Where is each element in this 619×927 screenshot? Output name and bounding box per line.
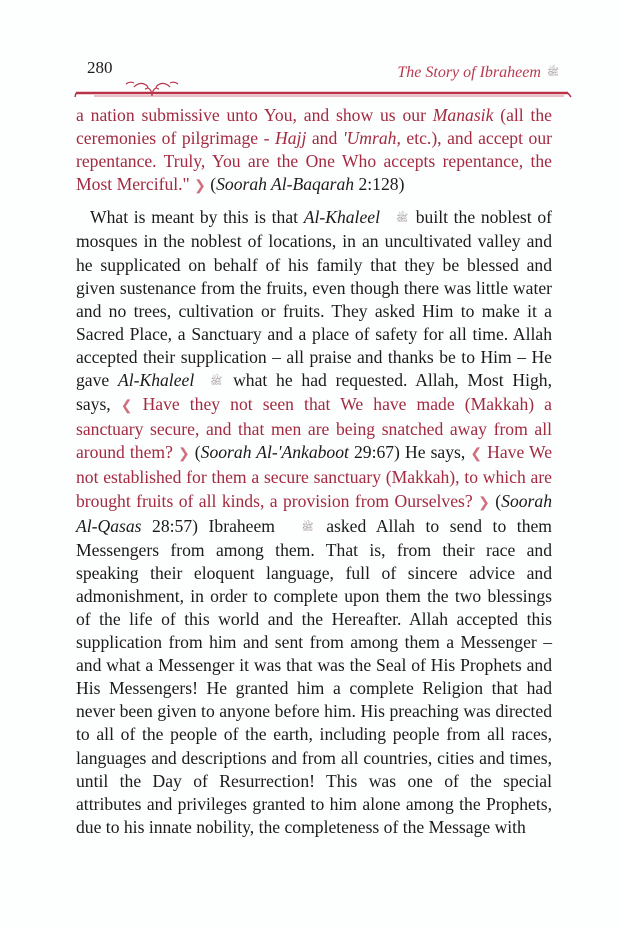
citation-surah: Soorah Al-'Ankaboot	[200, 442, 349, 463]
honorific-icon: ﷺ	[210, 376, 223, 388]
quran-quote-continuation	[76, 104, 552, 198]
text-span: What is meant by this is that	[90, 207, 304, 228]
term-al-khaleel: Al-Khaleel	[303, 207, 380, 228]
honorific-icon: ﷺ	[546, 67, 559, 78]
citation-surah: Soorah Al-Qasas	[76, 490, 552, 536]
text-span: a nation submissive unto You, and show us our	[76, 105, 433, 125]
text-span: (	[489, 490, 502, 511]
header-ornament-rule	[74, 78, 572, 98]
term-al-khaleel: Al-Khaleel	[117, 370, 195, 391]
text-span: what he had requested. Allah, Most High, says,	[76, 370, 552, 415]
quran-close-bracket-icon: ❯	[478, 495, 490, 511]
quran-open-bracket-icon: ❮	[120, 399, 133, 415]
honorific-icon: ﷺ	[395, 213, 409, 225]
text-span: etc.), and accept our repentance. Truly, You are the One Who accepts repentance, the Most Merciful."	[76, 128, 552, 195]
text-span: built the noblest of mosques in the noblest of locations, in an uncultivated valley and he supplicated on behalf of his family that they be blessed and given sustenance from the fruits, even though there was little water and no trees, cultivation or fruits. They asked Him to make it a Sacred Place, a Sanctuary and a place of safety for all time. Allah accepted their supplication – all praise and thanks be to Him – He gave	[76, 207, 553, 391]
term-manasik: Manasik	[432, 105, 494, 125]
citation-ref: 29:67) He says,	[348, 442, 471, 463]
body-paragraph	[76, 206, 552, 839]
ornament-end-right	[568, 93, 571, 97]
honorific-icon: ﷺ	[301, 521, 314, 533]
term-hajj: Hajj	[275, 128, 307, 149]
text-span: (	[205, 174, 217, 195]
quran-open-bracket-icon: ❮	[470, 447, 483, 463]
ornament-end-left	[75, 93, 76, 97]
page-body	[76, 104, 552, 839]
citation-ref: 2:128)	[354, 174, 405, 195]
quran-close-bracket-icon: ❯	[177, 447, 190, 463]
running-head-title: The Story of Ibraheem	[397, 64, 541, 81]
citation-ref: 28:57) Ibraheem	[141, 515, 286, 536]
text-span: and	[306, 128, 343, 149]
citation-surah: Soorah Al-Baqarah	[216, 174, 355, 195]
quran-quote: Have they not seen that We have made (Makkah) a sanctuary secure, and that men are being snatched away from all around them?	[76, 394, 552, 463]
quran-quote: Have We not established for them a secure sanctuary (Makkah), to which are brought fruits of all kinds, a provision from Ourselves?	[76, 442, 552, 511]
page-number: 280	[87, 58, 113, 77]
citation	[206, 174, 405, 194]
text-span: (all the ceremonies of pilgrimage -	[76, 105, 552, 149]
text-span: (	[189, 442, 201, 463]
quran-close-bracket-icon: ❯	[194, 179, 206, 195]
term-umrah: 'Umrah,	[342, 128, 401, 149]
text-span: asked Allah to send to them Messengers from among them. That is, from their race and speaking their eloquent language, full of sincere advice and admonishment, in order to complete upon them the two blessings of the life of this world and the Hereafter. Allah accepted this supplication from him and sent from among them a Messenger – and what a Messenger it was that was the Seal of His Prophets and His Messengers! He granted him a complete Religion that had never been given to anyone before him. His preaching was directed to all of the people of the earth, including people from all races, languages and descriptions and from all countries, cities and times, until the Day of Resurrection! This was one of the special attributes and privileges granted to him alone among the Prophets, due to his innate nobility, the completeness of the Message with	[76, 515, 552, 837]
